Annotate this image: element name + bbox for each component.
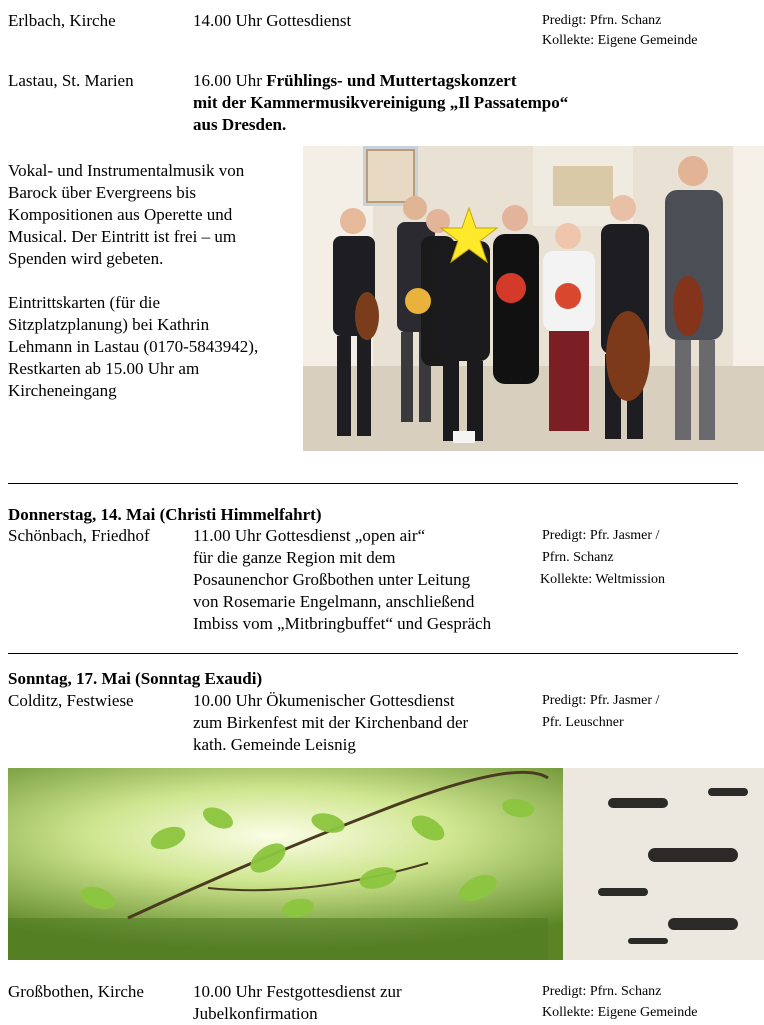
service-line: kath. Gemeinde Leisnig xyxy=(193,735,356,754)
ticket-info xyxy=(8,292,298,402)
concert-title-line-1: Frühlings- und Muttertagskonzert xyxy=(266,71,517,90)
service-line: 10.00 Uhr Ökumenischer Gottesdienst xyxy=(193,691,455,710)
ensemble-photo xyxy=(303,146,764,451)
ticket-line: Kircheneingang xyxy=(8,381,117,400)
ticket-line: Eintrittskarten (für die xyxy=(8,293,161,312)
note-preacher-schoenbach-2: Pfrn. Schanz xyxy=(542,550,614,565)
desc-line: Spenden wird gebeten. xyxy=(8,249,164,268)
note-collection-erlbach: Kollekte: Eigene Gemeinde xyxy=(542,33,698,48)
birch-tree-photo xyxy=(8,768,764,960)
place-erlbach: Erlbach, Kirche xyxy=(8,11,116,30)
service-schoenbach xyxy=(193,525,491,635)
note-preacher-schoenbach: Predigt: Pfr. Jasmer / xyxy=(542,528,660,543)
service-line: Posaunenchor Großbothen unter Leitung xyxy=(193,570,471,589)
note-preacher-colditz-2: Pfr. Leuschner xyxy=(542,715,624,730)
heading-sunday: Sonntag, 17. Mai (Sonntag Exaudi) xyxy=(8,669,263,688)
service-line: zum Birkenfest mit der Kirchenband der xyxy=(193,713,469,732)
concert-description xyxy=(8,160,298,270)
concert-title-line-2: mit der Kammermusikvereinigung „Il Passatempo“ xyxy=(193,93,569,112)
ticket-line: Restkarten ab 15.00 Uhr am xyxy=(8,359,200,378)
concert-title xyxy=(193,70,568,136)
service-grossbothen xyxy=(193,981,402,1025)
heading-thursday: Donnerstag, 14. Mai (Christi Himmelfahrt) xyxy=(8,505,322,524)
note-preacher-erlbach: Predigt: Pfrn. Schanz xyxy=(542,13,662,28)
place-colditz: Colditz, Festwiese xyxy=(8,691,134,710)
note-collection-grossbothen: Kollekte: Eigene Gemeinde xyxy=(542,1005,698,1020)
desc-line: Barock über Evergreens bis xyxy=(8,183,197,202)
place-grossbothen: Großbothen, Kirche xyxy=(8,982,144,1001)
place-schoenbach: Schönbach, Friedhof xyxy=(8,526,150,545)
service-line: Jubelkonfirmation xyxy=(193,1004,318,1023)
note-collection-schoenbach: Kollekte: Weltmission xyxy=(540,572,665,587)
desc-line: Kompositionen aus Operette und xyxy=(8,205,233,224)
divider xyxy=(8,483,738,484)
service-line: für die ganze Region mit dem xyxy=(193,548,396,567)
service-colditz xyxy=(193,690,468,756)
service-line: 10.00 Uhr Festgottesdienst zur xyxy=(193,982,402,1001)
service-line: 11.00 Uhr Gottesdienst „open air“ xyxy=(193,526,426,545)
desc-line: Musical. Der Eintritt ist frei – um xyxy=(8,227,237,246)
place-lastau: Lastau, St. Marien xyxy=(8,71,134,90)
note-preacher-colditz: Predigt: Pfr. Jasmer / xyxy=(542,693,660,708)
desc-line: Vokal- und Instrumentalmusik von xyxy=(8,161,245,180)
concert-title-line-3: aus Dresden. xyxy=(193,115,287,134)
divider xyxy=(8,653,738,654)
service-line: von Rosemarie Engelmann, anschließend xyxy=(193,592,475,611)
concert-time: 16.00 Uhr xyxy=(193,71,262,90)
note-preacher-grossbothen: Predigt: Pfrn. Schanz xyxy=(542,984,662,999)
ticket-line: Lehmann in Lastau (0170-5843942), xyxy=(8,337,259,356)
service-line: Imbiss vom „Mitbringbuffet“ und Gespräch xyxy=(193,614,492,633)
ticket-line: Sitzplatzplanung) bei Kathrin xyxy=(8,315,210,334)
service-erlbach: 14.00 Uhr Gottesdienst xyxy=(193,11,352,30)
